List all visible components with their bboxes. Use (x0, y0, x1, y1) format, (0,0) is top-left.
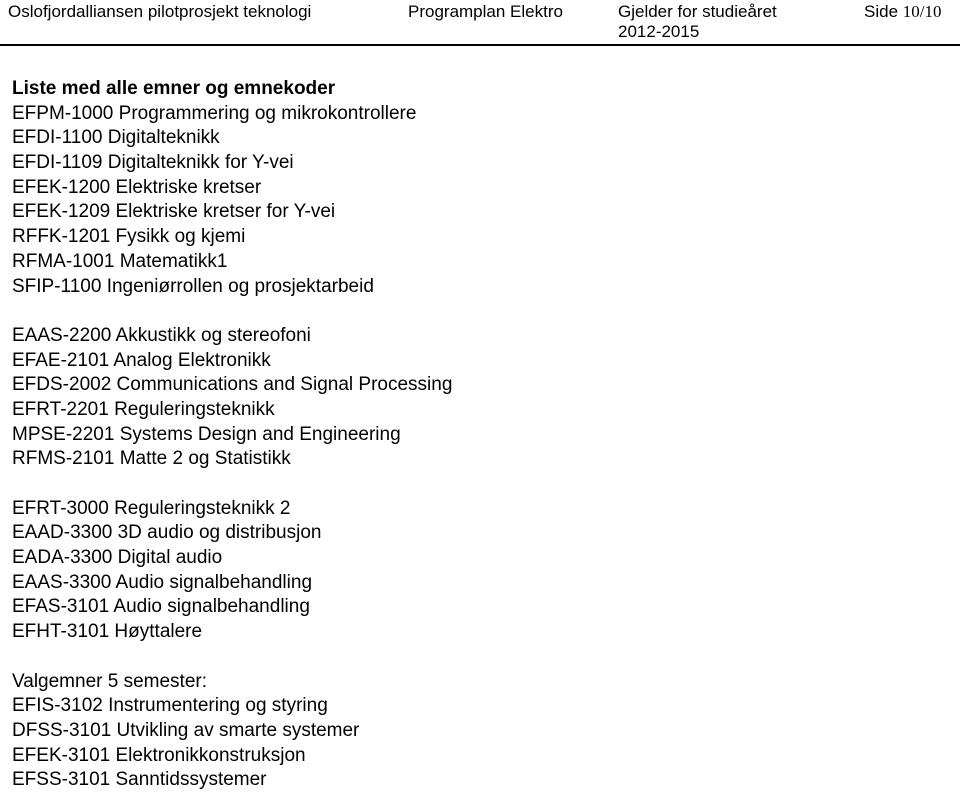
header-validity-years: 2012-2015 (618, 22, 700, 41)
course-item: EAAS-3300 Audio signalbehandling (12, 571, 313, 593)
course-item: EFDI-1100 Digitalteknikk (12, 127, 220, 149)
course-item: RFMA-1001 Matematikk1 (12, 250, 228, 272)
course-item: EFPM-1000 Programmering og mikrokontrollere (12, 102, 417, 124)
course-item: EFEK-1209 Elektriske kretser for Y-vei (12, 201, 336, 223)
page-label: Side (864, 2, 899, 21)
group-spacer (12, 645, 952, 670)
course-item: EFDS-2002 Communications and Signal Processing (12, 374, 453, 396)
page-header (0, 0, 960, 46)
course-item: EFEK-1200 Elektriske kretser (12, 176, 262, 198)
group-spacer (12, 472, 952, 497)
page-number: 10/10 (902, 2, 942, 21)
header-validity-label: Gjelder for studieåret (618, 2, 777, 21)
course-item: EFHT-3101 Høyttalere (12, 621, 203, 643)
list-title: Liste med alle emner og emnekoder (12, 78, 336, 99)
course-item: EADA-3300 Digital audio (12, 547, 223, 569)
elective-item: EFEK-3101 Elektronikkonstruksjon (12, 744, 306, 766)
course-item: RFMS-2101 Matte 2 og Statistikk (12, 448, 291, 470)
course-item: RFFK-1201 Fysikk og kjemi (12, 226, 246, 248)
elective-item: EFSS-3101 Sanntidssystemer (12, 769, 267, 791)
course-item: EAAD-3300 3D audio og distribusjon (12, 522, 322, 544)
course-item: MPSE-2201 Systems Design and Engineering (12, 423, 401, 445)
header-page-indicator (864, 2, 942, 22)
header-program: Programplan Elektro (408, 2, 563, 21)
course-list (12, 77, 952, 793)
course-item: SFIP-1100 Ingeniørrollen og prosjektarbeid (12, 275, 374, 297)
header-organization: Oslofjordalliansen pilotprosjekt teknologi (8, 2, 312, 21)
course-item: EAAS-2200 Akkustikk og stereofoni (12, 324, 311, 346)
course-item: EFAE-2101 Analog Elektronikk (12, 349, 271, 371)
course-item: EFRT-2201 Reguleringsteknikk (12, 398, 275, 420)
elective-item: DFSS-3101 Utvikling av smarte systemer (12, 719, 360, 741)
group-spacer (12, 299, 952, 324)
header-divider (0, 44, 960, 46)
course-item: EFDI-1109 Digitalteknikk for Y-vei (12, 152, 294, 174)
electives-heading: Valgemner 5 semester: (12, 670, 208, 692)
elective-item: EFIS-3102 Instrumentering og styring (12, 695, 328, 717)
course-item: EFRT-3000 Reguleringsteknikk 2 (12, 497, 291, 519)
course-item: EFAS-3101 Audio signalbehandling (12, 596, 310, 618)
